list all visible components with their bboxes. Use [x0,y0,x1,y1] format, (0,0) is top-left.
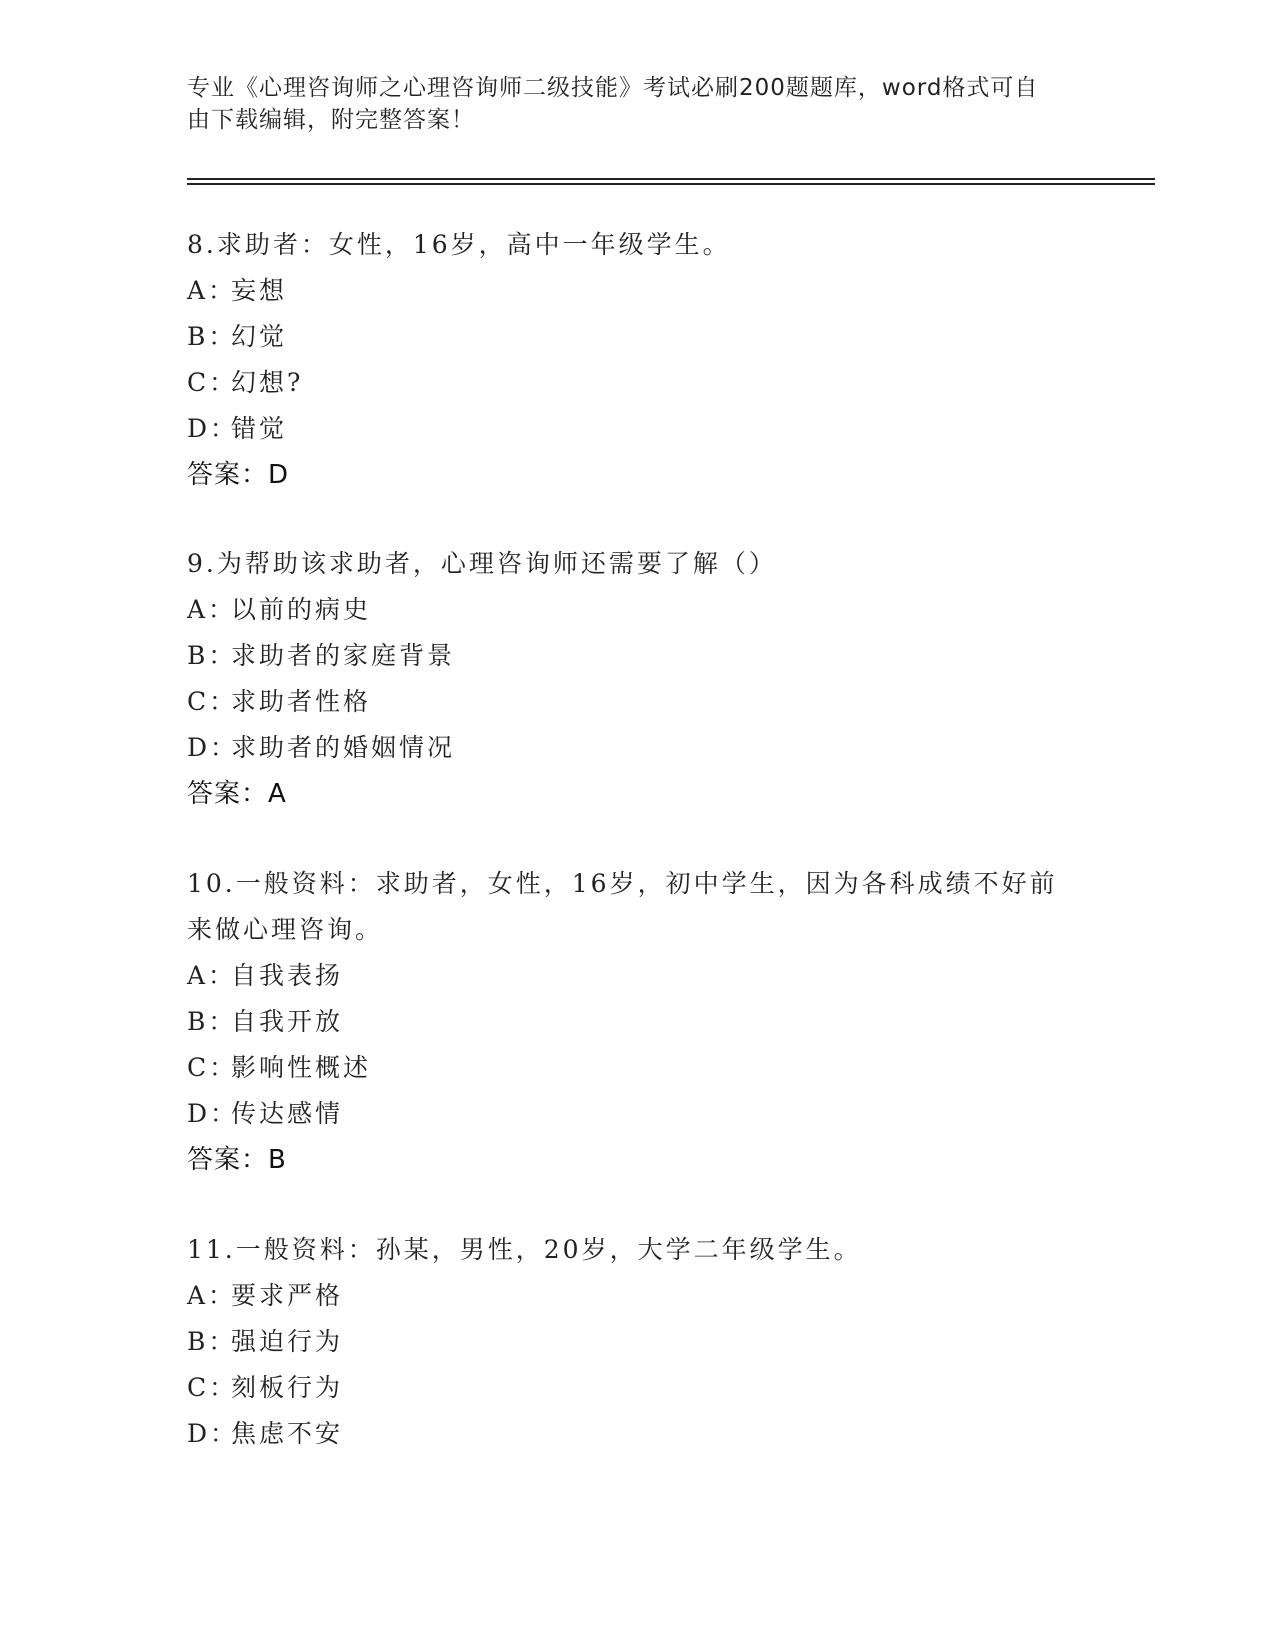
option-c [187,360,1087,406]
option-a [187,268,1087,314]
option-text: 幻想? [231,368,304,397]
option-text: 自我表扬 [231,961,344,990]
option-text: 传达感情 [231,1099,344,1128]
option-text: 幻觉 [231,322,288,351]
document-header-note [187,72,1067,136]
question-stem-line-2: 来做心理咨询。 [187,915,384,944]
option-text: 焦虑不安 [231,1419,344,1448]
option-key: A： [187,1281,237,1310]
option-d [187,725,1087,771]
option-c [187,1045,1087,1091]
option-a [187,587,1087,633]
option-text: 强迫行为 [231,1327,344,1356]
option-key: C： [187,1053,238,1082]
header-line-1: 专业《心理咨询师之心理咨询师二级技能》考试必刷200题题库，word格式可自 [187,75,1039,101]
option-key: D： [187,1419,239,1448]
option-text: 刻板行为 [231,1373,344,1402]
option-text: 错觉 [231,414,288,443]
option-key: C： [187,368,238,397]
option-key: C： [187,1373,238,1402]
option-d [187,1411,1087,1457]
answer-line: 答案：B [187,1145,287,1175]
question-10 [187,861,1087,1183]
option-text: 求助者性格 [231,687,372,716]
option-b [187,1319,1087,1365]
option-d [187,406,1087,452]
header-divider-bottom [187,183,1155,185]
option-text: 以前的病史 [231,595,372,624]
option-b [187,314,1087,360]
option-key: A： [187,276,237,305]
option-key: B： [187,641,237,670]
option-key: D： [187,414,239,443]
question-stem-line-1: 10.一般资料：求助者，女性，16岁，初中学生，因为各科成绩不好前 [187,869,1058,898]
option-c [187,1365,1087,1411]
question-9 [187,541,1087,817]
option-key: B： [187,1327,237,1356]
header-line-2: 由下载编辑，附完整答案！ [187,107,475,133]
question-8 [187,222,1087,498]
question-stem: 8.求助者：女性，16岁，高中一年级学生。 [187,230,731,259]
option-key: B： [187,322,237,351]
option-d [187,1091,1087,1137]
option-text: 求助者的家庭背景 [231,641,456,670]
option-text: 求助者的婚姻情况 [231,733,456,762]
answer-line: 答案：A [187,779,287,809]
option-key: A： [187,961,237,990]
option-a [187,953,1087,999]
option-key: B： [187,1007,237,1036]
question-stem: 11.一般资料：孙某，男性，20岁，大学二年级学生。 [187,1235,862,1264]
header-divider-top [187,178,1155,180]
option-a [187,1273,1087,1319]
option-key: A： [187,595,237,624]
option-text: 影响性概述 [231,1053,372,1082]
answer-line: 答案：D [187,460,290,490]
question-11 [187,1227,1087,1457]
option-text: 妄想 [231,276,288,305]
option-b [187,633,1087,679]
question-stem: 9.为帮助该求助者，心理咨询师还需要了解（） [187,549,777,578]
option-key: C： [187,687,238,716]
option-b [187,999,1087,1045]
option-text: 自我开放 [231,1007,344,1036]
option-key: D： [187,1099,239,1128]
option-key: D： [187,733,239,762]
option-text: 要求严格 [231,1281,344,1310]
option-c [187,679,1087,725]
